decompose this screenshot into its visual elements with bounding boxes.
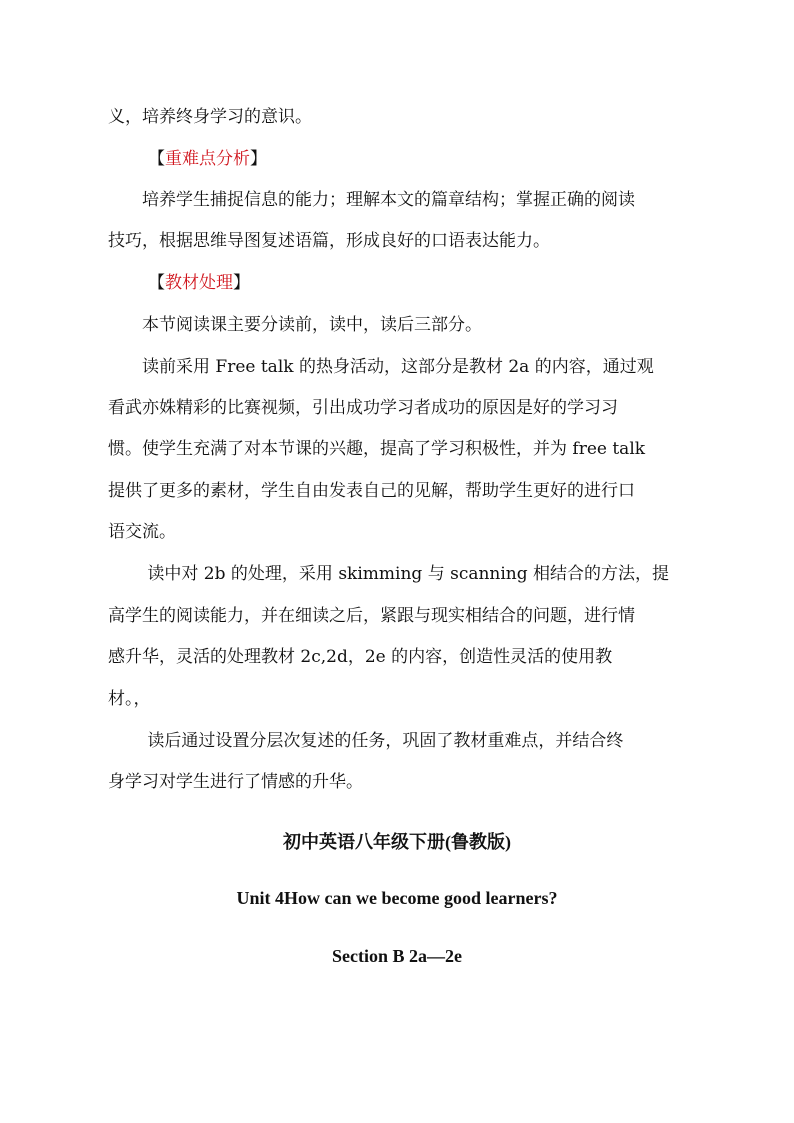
section-heading-material — [148, 272, 250, 294]
text-line: 看武亦姝精彩的比赛视频，引出成功学习者成功的原因是好的学习习 — [108, 398, 618, 418]
text-line: 感升华，灵活的处理教材 2c,2d，2e 的内容，创造性灵活的使用教 — [108, 647, 613, 667]
text-line: 提供了更多的素材，学生自由发表自己的见解，帮助学生更好的进行口 — [108, 481, 635, 501]
heading-text: 教材处理 — [165, 273, 233, 293]
text-line: 惯。使学生充满了对本节课的兴趣，提高了学习积极性，并为 free talk — [108, 439, 646, 459]
text-line: 培养学生捕捉信息的能力；理解本文的篇章结构；掌握正确的阅读 — [108, 190, 635, 210]
text-line: 技巧，根据思维导图复述语篇，形成良好的口语表达能力。 — [108, 231, 550, 251]
heading-bracket-close: 】 — [233, 273, 250, 293]
text-line: 材。， — [108, 689, 151, 709]
text-line: 读中对 2b 的处理，采用 skimming 与 scanning 相结合的方法，提 — [108, 564, 670, 584]
text-line: 读前采用 Free talk 的热身活动，这部分是教材 2a 的内容，通过观 — [108, 357, 654, 377]
text-line: 身学习对学生进行了情感的升华。 — [108, 772, 363, 792]
section-title: Section B 2a—2e — [332, 946, 462, 966]
text-line: 本节阅读课主要分读前，读中，读后三部分。 — [108, 315, 482, 335]
heading-bracket-open: 【 — [148, 149, 165, 169]
unit-title: Unit 4How can we become good learners? — [236, 888, 558, 908]
text-line: 高学生的阅读能力，并在细读之后，紧跟与现实相结合的问题，进行情 — [108, 606, 635, 626]
heading-bracket-close: 】 — [250, 149, 267, 169]
heading-bracket-open: 【 — [148, 273, 165, 293]
section-heading-key-points — [148, 148, 267, 170]
text-line: 语交流。 — [108, 522, 176, 542]
text-line: 义，培养终身学习的意识。 — [108, 107, 312, 127]
heading-text: 重难点分析 — [165, 149, 250, 169]
text-line: 读后通过设置分层次复述的任务，巩固了教材重难点，并结合终 — [108, 731, 624, 751]
document-title: 初中英语八年级下册(鲁教版) — [283, 832, 511, 852]
